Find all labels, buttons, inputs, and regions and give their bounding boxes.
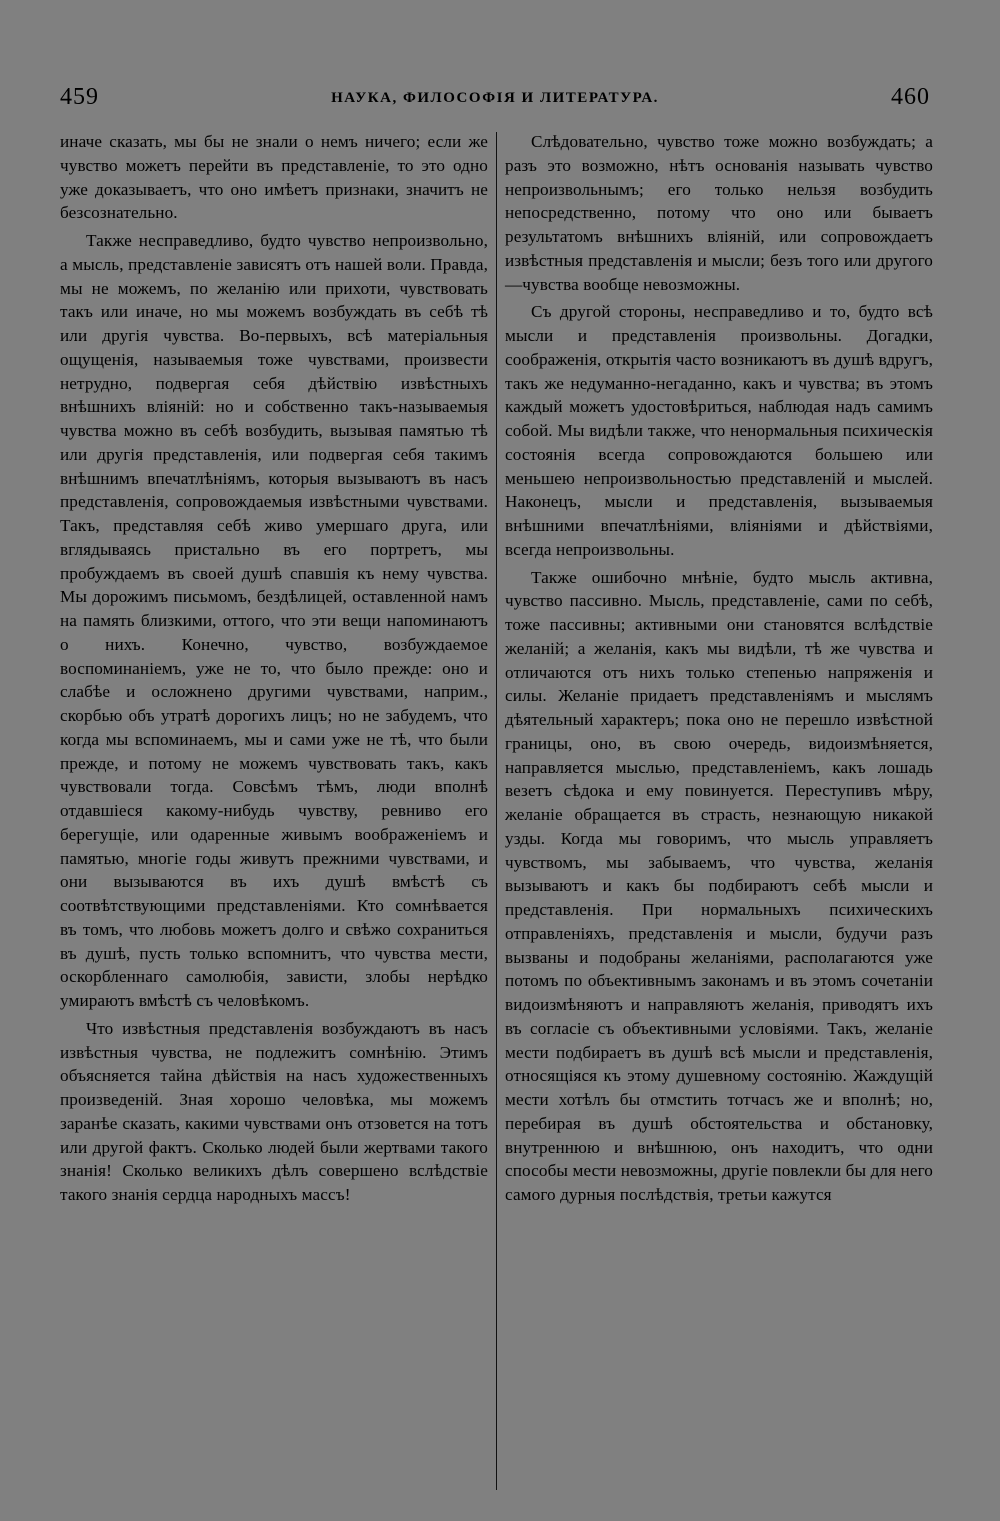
page-number-right: 460 — [891, 84, 930, 110]
paragraph: Также ошибочно мнѣніе, будто мысль активна, чувство пассивно. Мысль, представленіе, сами по себѣ, тоже пассивны; активными они становятся вслѣдствіе желаній; а желанія, какъ мы видѣли, тѣ же чувства и отличаются отъ нихъ только степенью напряженія и силы. Желаніе придаетъ представленіямъ и мыслямъ дѣятельный характеръ; пока оно не перешло извѣстной границы, оно, въ свою очередь, видоизмѣняется, направляется мыслью, представленіемъ, какъ лошадь везетъ сѣдока и ему повинуется. Переступивъ мѣру, желаніе обращается въ страсть, незнающую никакой узды. Когда мы говоримъ, что мысль управляетъ чувствомъ, мы забываемъ, что чувства, желанія вызываютъ и какъ бы подбираютъ себѣ мысли и представленія. При нормальныхъ психическихъ отправленіяхъ, представленія и мысли, будучи разъ вызваны и подобраны желаніями, располагаются уже потомъ по объективнымъ законамъ и въ этомъ сочетаніи видоизмѣняютъ и направляютъ желанія, приводятъ ихъ въ согласіе съ объективными условіями. Такъ, желаніе мести подбираетъ въ душѣ всѣ мысли и представленія, относящіяся къ этому душевному состоянію. Жаждущій мести хотѣлъ бы отмстить тотчасъ же и вполнѣ; но, перебирая въ душѣ обстоятельства и обстановку, внутреннюю и внѣшнюю, онъ находитъ, что одни способы мести невозможны, другіе повлекли бы для него самого дурныя послѣдствія, третьи кажутся — [505, 567, 933, 1204]
paragraph: Слѣдовательно, чувство тоже можно возбуждать; а разъ это возможно, нѣтъ основанія называть чувство непроизвольнымъ; его только нельзя возбудить непосредственно, потому что оно или бываетъ результатомъ внѣшнихъ вліяній, или сопровождаетъ извѣстныя представленія и мысли; безъ того или другого—чувства вообще невозможны. — [505, 132, 933, 294]
page-header — [60, 84, 930, 114]
paragraph: иначе сказать, мы бы не знали о немъ ничего; если же чувство можетъ перейти въ представленіе, то это одно уже доказываетъ, что оно имѣетъ признаки, значитъ не безсознательно. — [60, 132, 488, 223]
paragraph: Что извѣстныя представленія возбуждаютъ въ насъ извѣстныя чувства, не подлежитъ сомнѣнію. Этимъ объясняется тайна дѣйствія на насъ художественныхъ произведеній. Зная хорошо человѣка, мы можемъ заранѣе сказать, какими чувствами онъ отзовется на тотъ или другой фактъ. Сколько людей были жертвами такого знанія! Сколько великихъ дѣлъ совершено вслѣдствіе такого знанія сердца народныхъ массъ! — [60, 1018, 488, 1204]
left-column — [60, 130, 488, 1207]
page-number-left: 459 — [60, 84, 99, 110]
paragraph: Также несправедливо, будто чувство непроизвольно, а мысль, представленіе зависятъ отъ нашей воли. Правда, мы не можемъ, по желанію или прихоти, чувствовать такъ или иначе, но мы можемъ возбуждать въ себѣ тѣ или другія чувства. Во-первыхъ, всѣ матеріальныя ощущенія, называемыя тоже чувствами, произвести нетрудно, подвергая себя дѣйствію извѣстныхъ внѣшнихъ вліяній: но и собственно такъ-называемыя чувства можно въ себѣ возбудить, вызывая памятью тѣ или другія представленія, или подвергая себя такимъ внѣшнимъ впечатлѣніямъ, которыя вызываютъ въ насъ представленія, сопровождаемыя извѣстными чувствами. Такъ, представляя себѣ живо умершаго друга, или вглядываясь пристально въ его портретъ, мы пробуждаемъ въ своей душѣ спавшія къ нему чувства. Мы дорожимъ письмомъ, бездѣлицей, оставленной намъ на память близкими, оттого, что эти вещи напоминаютъ о нихъ. Конечно, чувство, возбуждаемое воспоминаніемъ, уже не то, что было прежде: оно и слабѣе и осложнено другими чувствами, наприм., скорбью объ утратѣ дорогихъ лицъ; но не забудемъ, что когда мы вспоминаемъ, мы и сами уже не тѣ, что были прежде, и потому не можемъ чувствовать такъ, какъ чувствовали тогда. Совсѣмъ тѣмъ, люди вполнѣ отдавшіеся какому-нибудь чувству, ревниво его берегущіе, или одаренные живымъ воображеніемъ и памятью, многіе годы живутъ прежними чувствами, и они вызываются въ ихъ душѣ вмѣстѣ съ соотвѣтствующими представленіями. Кто сомнѣвается въ томъ, что любовь можетъ долго и свѣжо сохраниться въ душѣ, пусть только вспомнитъ, что чувства мести, оскорбленнаго самолюбія, зависти, злобы нерѣдко умираютъ вмѣстѣ съ человѣкомъ. — [60, 231, 488, 1010]
running-title: НАУКА, ФИЛОСОФІЯ И ЛИТЕРАТУРА. — [331, 90, 659, 106]
column-divider — [496, 132, 497, 1490]
right-column — [505, 130, 933, 1207]
paragraph: Съ другой стороны, несправедливо и то, будто всѣ мысли и представленія произвольны. Догадки, соображенія, открытія часто возникаютъ въ душѣ вдругъ, такъ же недуманно-негаданно, какъ и чувства; въ этомъ каждый можетъ удостовѣриться, наблюдая надъ самимъ собой. Мы видѣли также, что ненормальныя психическія состоянія всегда сопровождаются большею или меньшею непроизвольностью представленій и мыслей. Наконецъ, мысли и представленія, вызываемыя внѣшними впечатлѣніями, вліяніями и дѣйствіями, всегда непроизвольны. — [505, 302, 933, 559]
